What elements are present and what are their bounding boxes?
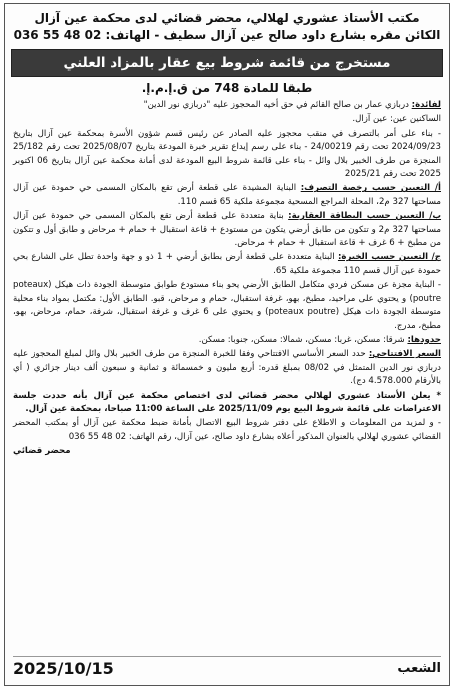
paragraph-beneficiary: لفائدة: دربازي عمار بن صالح القائم في حق أخيه المحجوز عليه "دربازي نور الدين" [143, 100, 441, 110]
paragraph-building-description: - البناية مجزة عن مسكن فردي متكامل الطابق الأرضي يحو بناء مستودع طوابق متوسطة الجودة ذات هيكل (poteaux poutre) و يحتوي على مراحيد، مطبخ، بهو، غرفة استقبال، حمام و مرحاض، قبو. الطابق الأول: مكتمل بمواد بناء محلية متوسطة الجودة ذات هيكل (poteaux poutre) و يحتوي على 6 غرف و غرفة استقبال، شرفة، حمام، مرحاض، بهو، مطبخ، مدرج. [13, 280, 441, 331]
paragraph-designation-permit: أ/ التعيين حسب رخصة التصرف: البناية المشيدة على قطعة أرض تقع بالمكان المسمى حي حمودة عين آزال مساحتها 327 م2، المحلة المراجع المسحية مجموعة ملكية 65 قسم 110. [13, 183, 441, 207]
paragraph-legal-basis: - بناء على أمر بالتصرف في منقب محجوز عليه الصادر عن رئيس قسم شؤون الأسرة بمحكمة عين آزال بتاريخ 2024/09/23 تحت رقم 24/00219 - بناء على رسم إيداع تقرير خبرة المودعة بتاريخ 2025/08/07 تحت رقم 25/182 المنجزة من طرف الخبير بلال وائل - بناء على قائمة شروط البيع المودعة لدى أمانة محكمة عين آزال بتاريخ 06 اكتوبر 2025 تحت رقم 2025/21 [13, 128, 441, 180]
paragraph-designation-expertise: ج/ التعيين حسب الخبرة: البناية متعددة على قطعة أرض بطابق أرضي + 1 ذو و جهة واحدة تطل على الشارع بحي حمودة عين آزال قسم 110 مجموعة ملكية 65. [13, 252, 442, 276]
paragraph-boundaries: حدودها: شرقا: مسكن، غربا: مسكن، شمالا: مسكن، جنوبا: مسكن. [198, 334, 441, 345]
paragraph-signature: محضر قضائي [13, 446, 71, 457]
paragraph-address: الساكنين عين: عين آزال. [352, 114, 441, 125]
newspaper-name: الشعب [397, 661, 441, 676]
notice-title-banner: مستخرج من قائمة شروط بيع عقار بالمزاد العلني [11, 49, 443, 77]
notice-body [5, 99, 449, 459]
legal-notice [4, 3, 450, 686]
notice-header [5, 4, 449, 46]
publication-footer [13, 656, 441, 681]
paragraph-designation-card: ب/ التعيين حسب البطاقة العقارية: بناية متعددة على قطعة أرض تقع بالمكان المسمى حي حمودة عين آزال مساحتها 327 م2 و تتكون من طابق أرضي يتكون من مستودع + قاعة استقبال + حمام + مرحاض و طابق أول و تتكون من مطبخ + 6 غرف + قاعة استقبال + حمام + مرحاض. [13, 211, 442, 249]
publication-date: 2025/10/15 [13, 659, 114, 678]
office-name: مكتب الأستاذ عشوري لهلالي، محضر قضائي لدى محكمة عين آزال [34, 11, 420, 25]
paragraph-hearing-date: * يعلن الأستاذ عشوري لهلالي محضر قضائي لدى اختصاص محكمة عين آزال بأنه حددت جلسة الاعتراضات على قائمة شروط البيع يوم 2025/11/09 على الساعة 11:00 صباحا، بمحكمة عين آزال. [13, 390, 441, 414]
notice-subtitle: طبقا للمادة 748 من ق.إ.م.إ. [141, 81, 313, 95]
paragraph-opening-price: السعر الافتتاحي: حدد السعر الأساسي الافتتاحي وفقا للخبرة المنجزة من طرف الخبير بلال وائل لمبلغ المحجوز عليه دربازي نور الدين المتمثل في 08/02 بمبلغ قدره: أربع مليون و خمسمائة و ثمانية و سبعون ألف دينار جزائري ( أي بالأرقام 4.578.000 دج). [13, 349, 441, 387]
paragraph-contact: - و لمزيد من المعلومات و الاطلاع على دفتر شروط البيع الاتصال بأمانة ضبط محكمة عين آزال أو بمكتب المحضر القضائي عشوري لهلالي بالعنوان المذكور أعلاه بشارع داود صالح، عين آزال، رقم الهاتف: 02 48 55 036 [13, 418, 441, 442]
office-address: الكائن مقره بشارع داود صالح عين آزال سطيف - الهاتف: 02 48 55 036 [13, 28, 441, 42]
